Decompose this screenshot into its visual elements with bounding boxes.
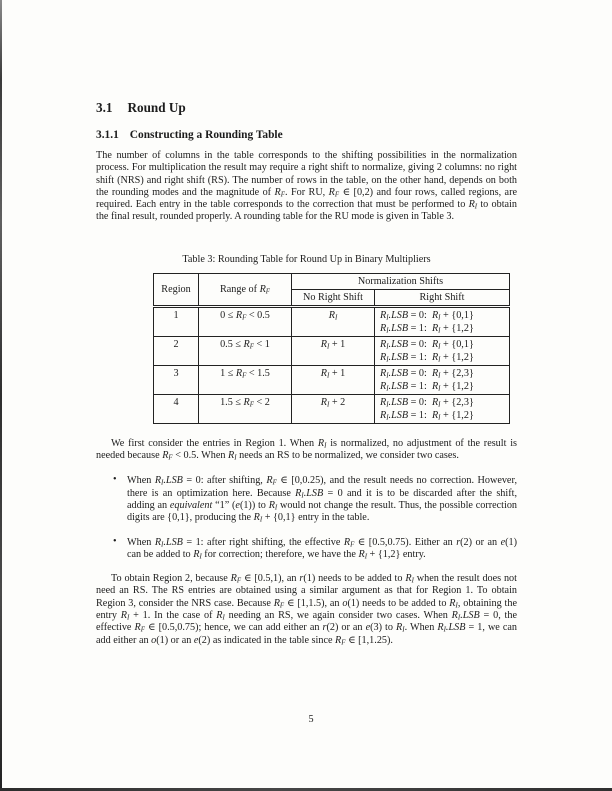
subsection-number: 3.1.1	[96, 129, 119, 141]
table-row	[154, 365, 510, 394]
table-caption: Table 3: Rounding Table for Round Up in Binary Multipliers	[182, 253, 431, 265]
cell-right-shift	[375, 336, 510, 365]
subsection-title: Constructing a Rounding Table	[129, 129, 283, 141]
cell-range: $1.5 \le R_F < 2$	[199, 394, 292, 423]
header-region: Region	[154, 273, 199, 306]
right-shift-case-lsb0: $R_I.LSB = 0$: $R_I + \{2,3\}$	[380, 367, 474, 380]
cell-right-shift	[375, 365, 510, 394]
table-row	[154, 336, 510, 365]
list-item	[113, 474, 518, 524]
paragraph-region1: We first consider the entries in Region 1. When $R_I$ is normalized, no adjustment of the result is needed because $R_F < 0.5$. When $R_I$ needs an RS to be normalized, we consider two cases.	[96, 437, 517, 462]
section-number: 3.1	[96, 100, 113, 115]
paragraph-regions234: To obtain Region 2, because $R_F$ ∈ [0.5,1), an r(1) needs to be added to $R_I$ when the result does not need an RS. The RS entries are obtained using a similar argument as that for Region 1. To obtain Region 3, consider the NRS case. Because $R_F$ ∈ [1,1.5), an o(1) needs to be added to $R_I$, obtaining the entry $R_I + 1$. In the case of $R_I$ needing an RS, we again consider two cases. When $R_I.LSB = 0$, the effective $R_F$ ∈ [0.5,0.75); hence, we can add either an r(2) or an e(3) to $R_I$. When $R_I.LSB = 1$, we can add either an o(1) or an e(2) as indicated in the table since $R_F$ ∈ [1,1.25).	[96, 573, 518, 647]
paragraph-intro: The number of columns in the table corresponds to the shifting possibilities in the normalization process. For multiplication the result may require a right shift to normalize, giving 2 columns: no right shift (NRS) and right shift (RS). The number of rows in the table, on the other hand, depends on both the rounding modes and the magnitude of $R_F$. For RU, $R_F$ ∈ [0,2) and four rows, called regions, are required. Each entry in the table corresponds to the correction that must be performed to $R_I$ to obtain the final result, rounded properly. A rounding table for the RU mode is given in Table 3.	[96, 150, 517, 223]
cell-no-right-shift: $R_I + 1$	[292, 336, 375, 365]
table-row	[154, 306, 510, 336]
section-title: Round Up	[127, 100, 186, 115]
section-heading	[96, 100, 517, 116]
right-shift-case-lsb0: $R_I.LSB = 0$: $R_I + \{2,3\}$	[380, 396, 474, 409]
bullet-list	[96, 475, 517, 561]
bullet-text: When $R_I.LSB = 1$: after right shifting, the effective $R_F$ ∈ [0.5,0.75). Either an r(2) or an e(1) can be added to $R_I$ for correction; therefore, we have the $R_I + \{1,2\}$ entry.	[127, 536, 517, 561]
cell-range: $1 \le R_F < 1.5$	[199, 365, 292, 394]
right-shift-case-lsb1: $R_I.LSB = 1$: $R_I + \{1,2\}$	[380, 322, 474, 335]
bullet-icon: •	[113, 535, 117, 547]
right-shift-case-lsb0: $R_I.LSB = 0$: $R_I + \{0,1\}$	[380, 309, 474, 322]
cell-right-shift	[375, 394, 510, 423]
right-shift-case-lsb1: $R_I.LSB = 1$: $R_I + \{1,2\}$	[380, 351, 474, 364]
cell-no-right-shift: $R_I$	[292, 306, 375, 336]
header-range: Range of $R_F$	[199, 273, 292, 306]
scan-edge-left	[0, 0, 2, 791]
right-shift-case-lsb1: $R_I.LSB = 1$: $R_I + \{1,2\}$	[380, 409, 474, 422]
cell-right-shift	[375, 306, 510, 336]
cell-region: 3	[154, 365, 199, 394]
cell-range: $0 \le R_F < 0.5$	[199, 306, 292, 336]
rounding-table	[153, 273, 510, 424]
cell-region: 4	[154, 394, 199, 423]
header-right-shift: Right Shift	[375, 289, 510, 306]
cell-no-right-shift: $R_I + 1$	[292, 365, 375, 394]
bullet-text: When $R_I.LSB = 0$: after shifting, $R_F$ ∈ [0,0.25), and the result needs no correction. However, there is an optimization here. Because $R_I.LSB = 0$ and it is to be discarded after the shift, adding an equivalent “1” (e(1)) to $R_I$ would not change the result. Thus, the possible correction digits are {0,1}, producing the $R_I + \{0,1\}$ entry in the table.	[127, 475, 518, 524]
list-item	[113, 535, 517, 562]
page-number: 5	[308, 714, 314, 725]
header-normalization-shifts: Normalization Shifts	[292, 273, 510, 289]
right-shift-case-lsb0: $R_I.LSB = 0$: $R_I + \{0,1\}$	[380, 338, 474, 351]
cell-range: $0.5 \le R_F < 1$	[199, 336, 292, 365]
page-content	[96, 100, 517, 647]
table-header-row-1	[154, 273, 510, 289]
table-row	[154, 394, 510, 423]
header-no-right-shift: No Right Shift	[292, 289, 375, 306]
bullet-icon: •	[113, 474, 117, 486]
cell-region: 2	[154, 336, 199, 365]
cell-region: 1	[154, 306, 199, 336]
cell-no-right-shift: $R_I + 2$	[292, 394, 375, 423]
right-shift-case-lsb1: $R_I.LSB = 1$: $R_I + \{1,2\}$	[380, 380, 474, 393]
subsection-heading	[96, 129, 517, 141]
